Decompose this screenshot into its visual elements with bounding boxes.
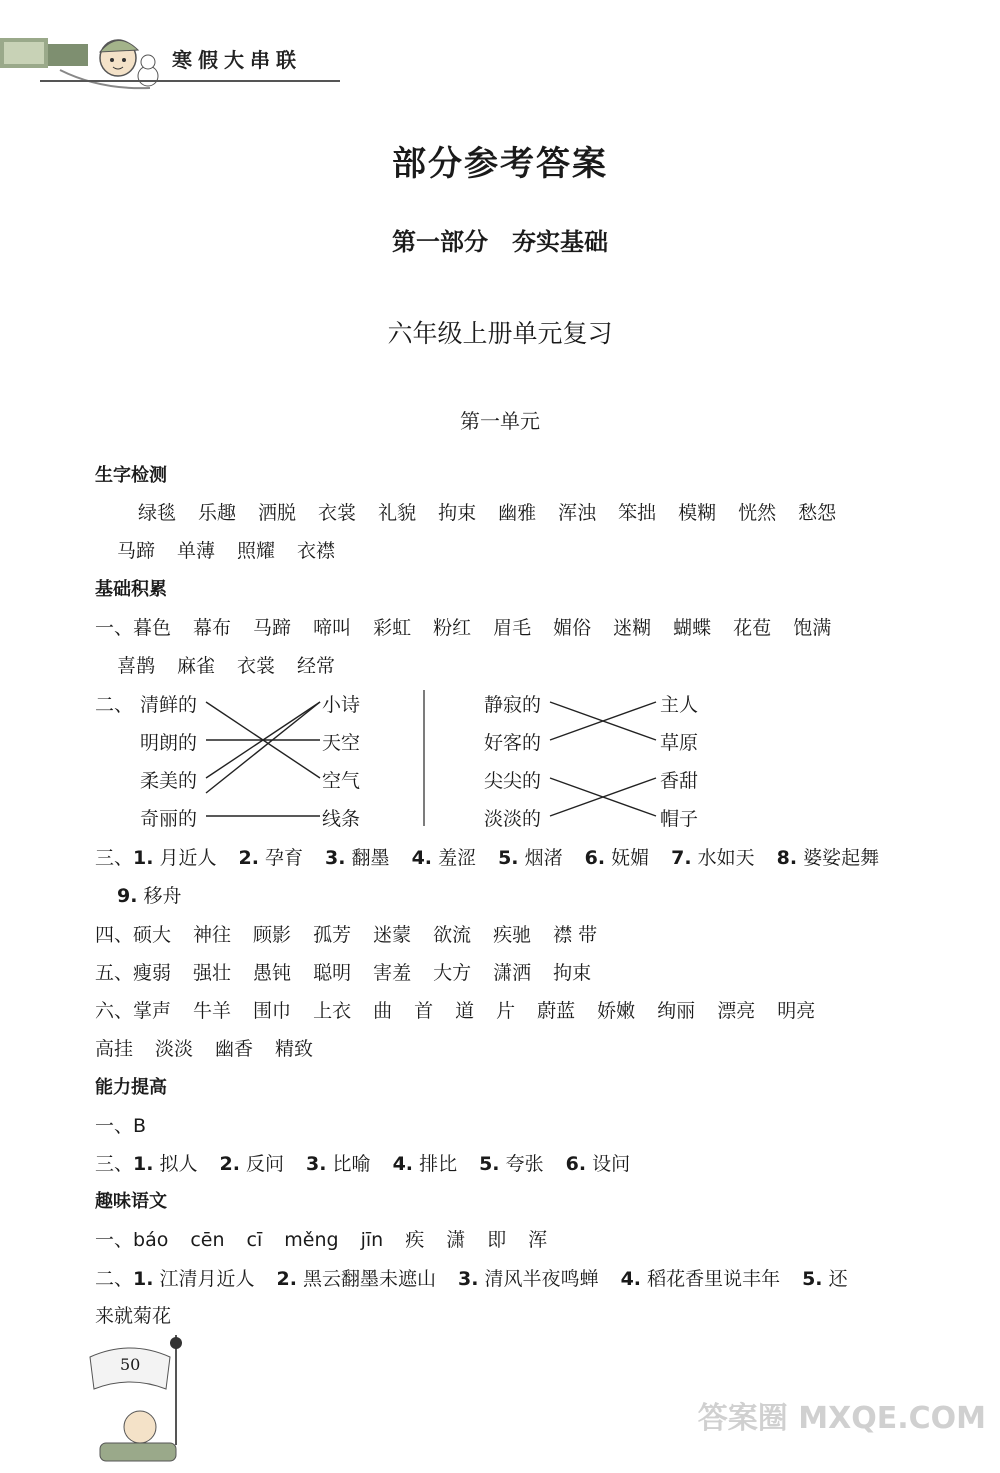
word: 衣裳: [318, 502, 357, 524]
item-number: 3.: [306, 1153, 327, 1175]
page-title: 部分参考答案: [392, 144, 608, 184]
jichu-q5: [95, 958, 613, 985]
word: měng: [284, 1229, 339, 1251]
word: 礼貌: [378, 502, 417, 524]
answer: 反问: [246, 1153, 285, 1175]
item-number: 2.: [238, 847, 259, 869]
answer: 夸张: [505, 1153, 544, 1175]
word: 片: [496, 1000, 516, 1022]
page-number: 50: [120, 1355, 141, 1374]
item-number: 6.: [584, 847, 606, 869]
answer: 月近人: [159, 847, 217, 869]
item-number: 7.: [671, 847, 692, 869]
word: 瘦弱: [133, 962, 172, 984]
word: 顾影: [253, 924, 292, 946]
jichu-q6-line-1: [95, 996, 815, 1023]
word: 明亮: [777, 1000, 816, 1022]
word: 迷糊: [613, 617, 652, 639]
word: 曲: [373, 1000, 393, 1022]
item-number: 2.: [276, 1268, 297, 1290]
word: 衣襟: [297, 540, 336, 562]
question-number: 三、: [95, 847, 134, 869]
nengli-q3: [95, 1149, 630, 1176]
section-jichu-label: 基础积累: [95, 579, 167, 600]
watermark: 答案圈 MXQE.COM: [697, 1401, 986, 1436]
word: 马蹄: [253, 617, 292, 639]
word: 强壮: [193, 962, 232, 984]
word: 愚钝: [253, 962, 292, 984]
match-right-a-4: 线条: [322, 808, 361, 830]
word: báo: [133, 1229, 169, 1251]
answer: 妩媚: [611, 847, 650, 869]
jichu-q3-line-1: [95, 843, 879, 870]
word: 潇: [446, 1229, 466, 1251]
match-right-b-2: 草原: [660, 732, 699, 754]
answer: 还: [828, 1268, 848, 1290]
item-number: 3.: [325, 847, 346, 869]
word: 饱满: [793, 617, 832, 639]
match-right-b-1: 主人: [660, 694, 699, 716]
answer: 江清月近人: [159, 1268, 255, 1290]
word: 媚俗: [553, 617, 592, 639]
item-number: 8.: [776, 847, 798, 869]
word: 粉红: [433, 617, 472, 639]
word: 眉毛: [493, 617, 532, 639]
word: 掌声: [133, 1000, 172, 1022]
question-number: 六、: [95, 1000, 134, 1022]
word: cēn: [190, 1229, 225, 1251]
question-number: 四、: [95, 924, 134, 946]
word: 绿毯: [138, 502, 177, 524]
word: 彩虹: [373, 617, 412, 639]
word: 牛羊: [193, 1000, 232, 1022]
word: 聪明: [313, 962, 352, 984]
nengli-q1: 一、B: [95, 1115, 147, 1137]
word: 衣裳: [237, 655, 276, 677]
word: 经常: [297, 655, 336, 677]
word: 照耀: [237, 540, 276, 562]
word: 模糊: [678, 502, 717, 524]
quwei-q2-line-2: 来就菊花: [95, 1305, 172, 1327]
word: 乐趣: [198, 502, 237, 524]
answer: 烟渚: [524, 847, 563, 869]
match-left-a-3: 柔美的: [140, 770, 198, 792]
word: 幽雅: [498, 502, 537, 524]
word: 拘束: [438, 502, 477, 524]
item-number: 2.: [219, 1153, 240, 1175]
answer: 水如天: [697, 847, 755, 869]
section-shengzi-label: 生字检测: [95, 465, 167, 486]
quwei-q1: [95, 1225, 547, 1252]
word: 大方: [433, 962, 472, 984]
word: 襟 带: [553, 924, 598, 946]
question-number: 二、: [95, 694, 134, 716]
answer: 婆娑起舞: [803, 847, 880, 869]
word: 娇嫩: [597, 1000, 636, 1022]
answer: 黑云翻墨未遮山: [303, 1268, 437, 1290]
match-left-a-4: 奇丽的: [140, 808, 198, 830]
word: 麻雀: [177, 655, 216, 677]
answer: 移舟: [143, 885, 182, 907]
word: 精致: [275, 1038, 314, 1060]
word: 绚丽: [657, 1000, 696, 1022]
answer: 孕育: [265, 847, 304, 869]
match-left-a-1: 清鲜的: [140, 694, 198, 716]
header-title: 寒假大串联: [172, 48, 302, 72]
word: 漂亮: [717, 1000, 756, 1022]
word: 神往: [193, 924, 232, 946]
item-number: 6.: [565, 1153, 587, 1175]
item-number: 1.: [133, 847, 154, 869]
word: 硕大: [133, 924, 172, 946]
word: 迷蒙: [373, 924, 412, 946]
word: 上衣: [313, 1000, 352, 1022]
match-left-b-3: 尖尖的: [484, 770, 542, 792]
word: 浑浊: [558, 502, 597, 524]
jichu-q3-line-2: [117, 881, 182, 908]
item-number: 5.: [479, 1153, 500, 1175]
word: 淡淡: [155, 1038, 194, 1060]
word: 拘束: [553, 962, 592, 984]
question-number: 一、: [95, 617, 134, 639]
jichu-q4: [95, 920, 619, 947]
item-number: 4.: [392, 1153, 414, 1175]
word: 疾: [405, 1229, 425, 1251]
answer: 清风半夜鸣蝉: [484, 1268, 599, 1290]
quwei-q2-line-1: [95, 1264, 848, 1291]
word: 孤芳: [313, 924, 352, 946]
jichu-q6-line-2: [95, 1034, 335, 1061]
match-left-a-2: 明朗的: [140, 732, 198, 754]
word: 浑: [528, 1229, 548, 1251]
match-right-b-3: 香甜: [660, 770, 699, 792]
unit-title: 第一单元: [460, 409, 540, 433]
word: 即: [487, 1229, 507, 1251]
word: 恍然: [738, 502, 777, 524]
item-number: 5.: [802, 1268, 823, 1290]
item-number: 1.: [133, 1153, 154, 1175]
word: 高挂: [95, 1038, 134, 1060]
item-number: 4.: [620, 1268, 642, 1290]
item-number: 3.: [458, 1268, 479, 1290]
word: 首: [414, 1000, 434, 1022]
word: 幽香: [215, 1038, 254, 1060]
answer: 比喻: [332, 1153, 371, 1175]
item-number: 5.: [498, 847, 519, 869]
word: 疾驰: [493, 924, 532, 946]
word: 害羞: [373, 962, 412, 984]
answer: 拟人: [159, 1153, 198, 1175]
word: jīn: [360, 1229, 384, 1251]
word: 洒脱: [258, 502, 297, 524]
match-right-a-2: 天空: [322, 732, 361, 754]
question-number: 一、: [95, 1229, 134, 1251]
part-title: 第一部分 夯实基础: [392, 227, 608, 256]
word: 愁怨: [798, 502, 837, 524]
match-right-a-3: 空气: [322, 770, 361, 792]
item-number: 9.: [117, 885, 138, 907]
section-nengli-label: 能力提高: [95, 1077, 167, 1098]
word: 欲流: [433, 924, 472, 946]
word: 暮色: [133, 617, 172, 639]
question-number: 二、: [95, 1268, 134, 1290]
word: 喜鹊: [117, 655, 156, 677]
word: 潇洒: [493, 962, 532, 984]
word: 道: [455, 1000, 475, 1022]
word: 蝴蝶: [673, 617, 712, 639]
question-number: 五、: [95, 962, 134, 984]
question-number: 三、: [95, 1153, 134, 1175]
answer: 翻墨: [351, 847, 390, 869]
word: 围巾: [253, 1000, 292, 1022]
item-number: 1.: [133, 1268, 154, 1290]
answer: 排比: [419, 1153, 458, 1175]
match-left-b-4: 淡淡的: [484, 808, 542, 830]
word: 幕布: [193, 617, 232, 639]
grade-title: 六年级上册单元复习: [387, 319, 613, 348]
word: 花苞: [733, 617, 772, 639]
section-quwei-label: 趣味语文: [95, 1191, 167, 1212]
word: 马蹄: [117, 540, 156, 562]
match-right-a-1: 小诗: [322, 694, 361, 716]
match-left-b-1: 静寂的: [484, 694, 542, 716]
match-right-b-4: 帽子: [660, 808, 699, 830]
word: cī: [246, 1229, 263, 1251]
answer: 稻花香里说丰年: [647, 1268, 781, 1290]
answer: 设问: [592, 1153, 631, 1175]
word: 笨拙: [618, 502, 657, 524]
match-line: [206, 702, 320, 793]
word: 蔚蓝: [537, 1000, 576, 1022]
word: 啼叫: [313, 617, 352, 639]
word: 单薄: [177, 540, 216, 562]
answer: 羞涩: [438, 847, 477, 869]
item-number: 4.: [411, 847, 433, 869]
match-left-b-2: 好客的: [484, 732, 542, 754]
